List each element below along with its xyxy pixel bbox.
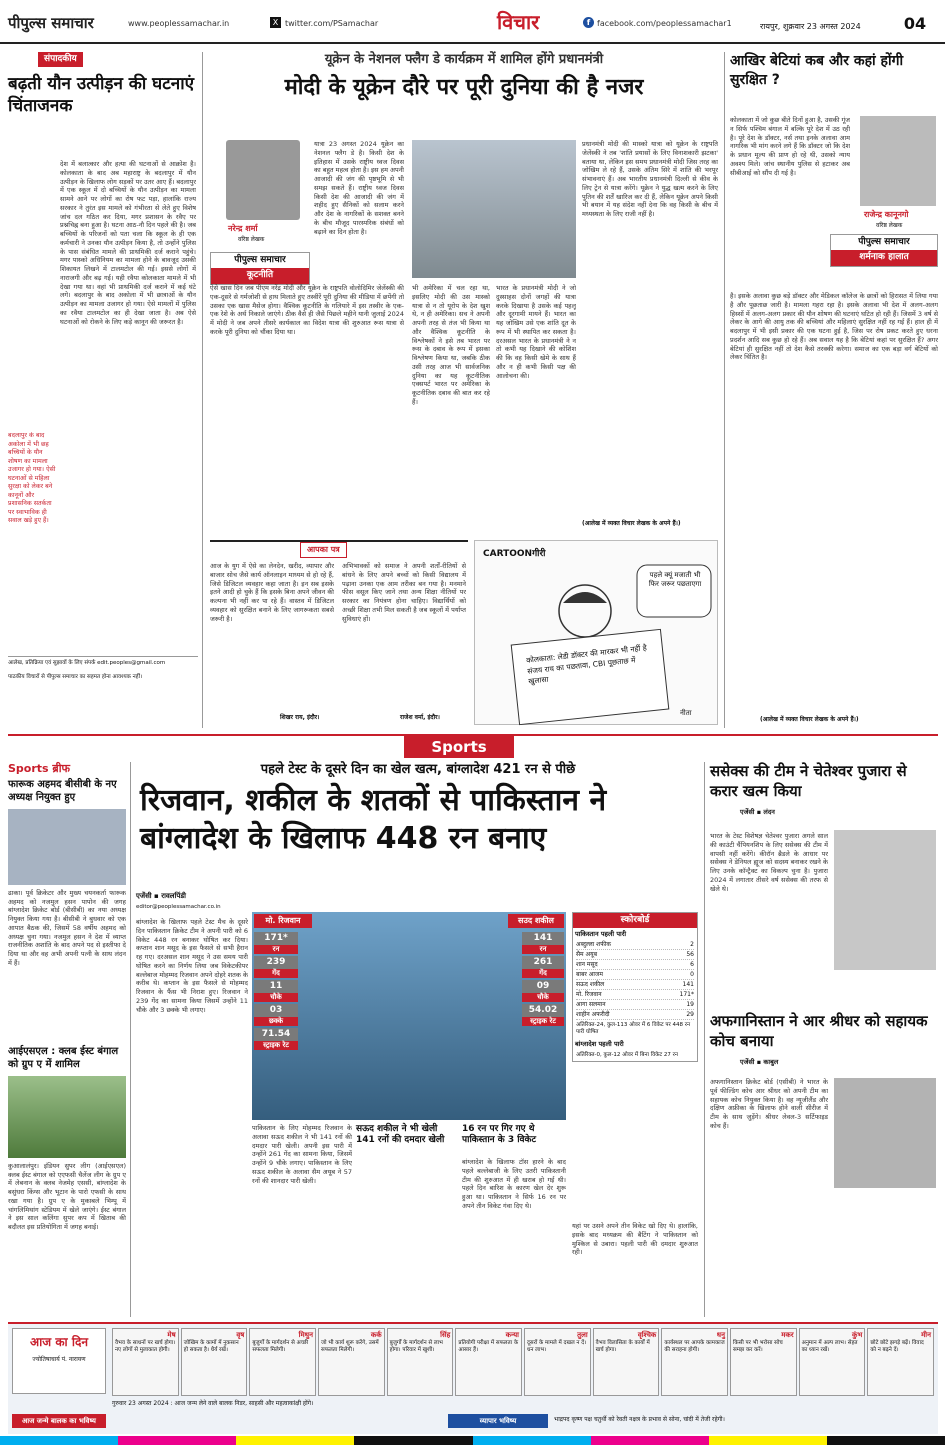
- rashi-grid: [112, 1328, 934, 1396]
- badge-label: कूटनीति: [211, 268, 309, 283]
- score-row: [576, 970, 694, 980]
- facebook-link[interactable]: facebook.com/peoplessamachar1: [597, 19, 732, 28]
- twitter-link[interactable]: twitter.com/PSamachar: [285, 19, 379, 28]
- player2-name: सउद शकील: [508, 914, 564, 928]
- lead-title: मोदी के यूक्रेन दौरे पर पूरी दुनिया की है नजर: [284, 75, 644, 101]
- astrologer: ज्योतिषाचार्य पं. नारायण: [32, 1356, 86, 1363]
- stat-value: 171*: [254, 932, 298, 945]
- stat-label: गेंद: [522, 969, 564, 978]
- trade-label: व्यापार भविष्य: [448, 1414, 548, 1428]
- match-photo: [252, 912, 566, 1120]
- lead-story: [208, 52, 720, 532]
- sridhar-photo: [834, 1078, 936, 1188]
- rashi-card: [387, 1328, 454, 1396]
- lead-col-1: यात्रा 23 अगस्त 2024 यूक्रेन का नेशनल फ्लैग डे है। किसी देश के इतिहास में उसके राष्ट्रीय ध्वज दिवस का बहुत महत्व होता है। इस हम अपनी आजादी की जंग की पृष्ठभूमि से भी समझ सकते हैं। राष्ट्रीय ध्वज दिवस किसी देश की आजादी की जंग में शहीद हुए सैनिकों को सलाम करने और देश के नागरिकों के सशक्त बनने के बीच मौजूद पारस्परिक संबंधों को बढ़ाने का दिन होता है।: [314, 140, 404, 236]
- sports-main: [136, 762, 700, 1317]
- opinion-author-photo: [860, 116, 936, 206]
- editorial-body: देश में बलात्कार और हत्या की घटनाओं से आक्रोश है। कोलकाता के बाद अब महाराष्ट्र के बदलापुर में यौन उत्पीड़न के खिलाफ लोग सड़कों पर उतर आए हैं। बदलापुर में एक स्कूल में दो बच्चियों के यौन उत्पीड़न का मामला सामने आने पर लोगों का रोष फट पड़ा, हालांकि राज्य सरकार ने तुरंत इस मामले को गंभीरता से लेते हुए विशेष जांच दल गठित कर दिया, मगर प्रशासन के रवैए पर प्रश्नचिह्न बना हुआ है। घटना आठ-नौ दिन पहले की है। जब बच्चियों के परिजनों को पता चला कि स्कूल के ही एक कर्मचारी ने उनका यौन उत्पीड़न किया है, तो उन्होंने पुलिस के पास संबंधित मामले की प्राथमिकी दर्ज कराने पहुंचे। मगर पास्को अधिनियम का मामला होने के बावजूद उसकी शिकायत लिखने में टालमटोल की गई। इससे लोगों में नाराजगी और बढ़ गई। यही रवैया कोलकाता मामले में भी देखा गया था। वहां भी प्राथमिकी दर्ज कराने में कई घंटे लगे। बदलापुर के बाद अकोला में भी छात्राओं के यौन उत्पीड़न का मामला उजागर हो गया। ऐसे मामलों में पुलिस का रवैया टालमटोल का ही देखा जाता है। अब ऐसे घटनाओं को रोकने के लिए कड़े कानून की जरूरत है।: [60, 160, 196, 326]
- scorecard-rows: [573, 940, 697, 1020]
- opinion-title: आखिर बेटियां कब और कहां होंगी सुरक्षित ?: [730, 53, 904, 88]
- badge-logo: पीपुल्स समाचार: [234, 255, 286, 265]
- batsman-runs: 0: [690, 971, 694, 979]
- editorial: [8, 52, 198, 722]
- score-row: [576, 1000, 694, 1010]
- rashi-name: तुला: [577, 1331, 588, 1339]
- score-row: [576, 980, 694, 990]
- rashi-name: मिथुन: [298, 1331, 313, 1339]
- rashi-name: मेष: [167, 1331, 176, 1339]
- stat-label: रन: [254, 945, 298, 954]
- rashi-name: कुंभ: [852, 1331, 863, 1339]
- afghan-body: अफगानिस्तान क्रिकेट बोर्ड (एसीबी) ने भारत के पूर्व फील्डिंग कोच आर श्रीधर को अपनी टीम का सहायक कोच नियुक्त किया है। वह न्यूजीलैंड और दक्षिण अफ्रीका के खिलाफ होने वाली सीरीज में टीम के साथ जुड़ेंगे। श्रीधर लेवल-3 सर्टिफाइड कोच हैं।: [710, 1078, 828, 1130]
- rashi-card: [661, 1328, 728, 1396]
- rashi-text: किसी पर भी भरोसा सोच समझ कर करें।: [732, 1339, 783, 1353]
- sports-title: रिजवान, शकील के शतकों से पाकिस्तान ने बांग्लादेश के खिलाफ 448 रन बनाए: [140, 783, 607, 856]
- column-badge: [210, 252, 310, 285]
- brief-body: ढाका। पूर्व क्रिकेटर और मुख्य चयनकर्ता फारूक अहमद को नजमुल हसन पापोन की जगह बांग्लादेश क्रिकेट बोर्ड (बीसीबी) का नया अध्यक्ष नियुक्त किया गया है। बीसीबी ने बुधवार को एक आपात बैठक की, जिसमें 58 वर्षीय अहमद को अध्यक्ष चुना गया। नजमुल हसन ने देश में व्याप्त राजनीतिक अशांति के बाद अपने पद से इस्तीफा दे दिया था और वह अभी अपनी पत्नी के साथ लंदन में हैं।: [8, 888, 126, 967]
- color-strip: [0, 1436, 945, 1445]
- letter-2: अभिभावकों को समाज ने अपनी शर्तों-रीतियों से बांधने के लिए अपने बच्चों को किसी विद्यालय में पढ़ाना उनका एक आम तरीका बन गया है। मनमाने फीस वसूल किए जाने तथा अन्य शिक्षा नीतियों पर सरकार का नियंत्रण होना चाहिए। विद्यार्थियों को अच्छी शिक्षा तभी मिल सकती है जब स्कूलों में पर्याप्त सुविधाएं हों।: [342, 562, 466, 623]
- scorecard-head: पाकिस्तान पहली पारी: [575, 930, 627, 939]
- divider: [130, 762, 131, 1317]
- batsman-name: मो. रिजवान: [576, 991, 602, 999]
- page-number: 04: [903, 14, 927, 33]
- rashi-card: [112, 1328, 179, 1396]
- stat-value: 239: [254, 956, 298, 969]
- rashi-name: वृष: [236, 1331, 245, 1339]
- editorial-title: बढ़ती यौन उत्पीड़न की घटनाएं चिंताजनक: [8, 74, 195, 117]
- scorecard-extras-2: अतिरिक्त-0, कुल-12 ओवर में बिना विकेट 27 रन: [576, 1052, 678, 1059]
- stat-label: चौके: [254, 993, 298, 1002]
- rashi-text: छोटे छोटे झगड़े बढ़ें। विवाद को न बढ़ने दें।: [870, 1339, 924, 1353]
- stat-label: रन: [522, 945, 564, 954]
- sports-col-4: यहां पर उसने अपने तीन विकेट खो दिए थे। हालांकि, इसके बाद मध्यक्रम की बैटिंग ने पाकिस्तान को मुश्किल से उबारा। पहली पारी की दमदार शुरुआत रही।: [572, 1222, 698, 1257]
- birth-note: गुरुवार 23 अगस्त 2024 : आज जन्म लेने वाले बालक निडर, साहसी और महत्वाकांक्षी होंगे।: [112, 1400, 314, 1407]
- batsman-runs: 56: [686, 951, 694, 959]
- stat-label: गेंद: [254, 969, 298, 978]
- afghan-dateline: एजेंसी ▪ काबुल: [740, 1058, 779, 1066]
- opinion-author-name: राजेन्द्र कानूनगो: [864, 210, 909, 219]
- rashi-card: [799, 1328, 866, 1396]
- opinion-badge: [830, 234, 938, 267]
- pujara-photo: [834, 830, 936, 970]
- score-row: [576, 940, 694, 950]
- stat-value: 03: [254, 1004, 298, 1017]
- rashi-card: [318, 1328, 385, 1396]
- rashi-card: [593, 1328, 660, 1396]
- author-photo: [226, 140, 300, 220]
- lead-col-4: भारत के प्रधानमंत्री मोदी ने जो दुस्साहस दोनों जगहों की यात्रा करके दिखाया है उसके कई पहलू और दूरगामी मायने हैं। भारत का यह जोखिम उसे एक शांति दूत के रूप में भी स्थापित कर सकता है। दरअसल भारत के प्रधानमंत्री ने न तो कभी यह दिखाने की कोशिश की कि वह किसी खेमे के साथ हैं और न ही कभी किसी पक्ष की आलोचना की।: [496, 284, 576, 380]
- lead-col-3: भी अमेरिका में चल रहा था, इसलिए मोदी की उस मास्को यात्रा से न तो यूरोप के देश खुश थे, न ही अमेरिका। सच ने अपनी अपनी तरह से तंज भी किया था और वैश्विक कूटनीति के विश्लेषकों ने इसे तब भारत पर रूस के दबाव के रूप में इसका विश्लेषण किया था, जबकि ठीक उसी तरह आज भी सार्वजनिक दुनिया का यह कूटनीतिक एक्सपर्ट भारत पर अमेरिका के कूटनीतिक दबाव की बात कर रहे हैं।: [412, 284, 490, 406]
- rashi-text: कार्यस्थल पर आपके कामकाज की सराहना होगी।: [664, 1339, 725, 1353]
- rashi-card: [455, 1328, 522, 1396]
- horoscope-box: [12, 1328, 106, 1394]
- batsman-name: आगा सलमान: [576, 1001, 606, 1009]
- rashi-text: जोखिम के कामों में नुकसान हो सकता है। धैर्य रखें।: [183, 1339, 239, 1353]
- batsman-name: सैम अयूब: [576, 951, 598, 959]
- rashi-name: धनु: [716, 1331, 725, 1339]
- rashi-text: प्रतियोगी परीक्षा में सफलता के आसार हैं।: [458, 1339, 519, 1353]
- cartoon: [474, 540, 718, 725]
- dateline: रायपुर, शुक्रवार 23 अगस्त 2024: [760, 22, 861, 31]
- batsman-runs: 141: [682, 981, 694, 989]
- isl-title: आईएसएल : क्लब ईस्ट बंगाल को ग्रुप ए में शामिल: [8, 1045, 119, 1071]
- stat-label: छक्के: [254, 1017, 298, 1026]
- isl-body: कुआलालंपुर। इंडियन सुपर लीग (आईएसएल) क्लब ईस्ट बंगाल को एएफसी चैलेंज लीग के ग्रुप ए में लेबनान के क्लब नेजमेह एससी, बांग्लादेश के बसुंधरा किंग्स और भूटान के पारो एफसी के साथ रखा गया है। ग्रुप ए के मुकाबले भिम्पू में चांगलिमिथांग स्टेडियम में खेले जाएंगे। ईस्ट बंगाल ने इस साल कलिंगा सुपर कप में खिताब की बदौलत इस प्रतियोगिता में जगह बनाई।: [8, 1161, 126, 1232]
- rashi-name: सिंह: [440, 1331, 451, 1339]
- rashi-name: मकर: [781, 1331, 794, 1339]
- letter-1: आज के युग में ऐसे का लेनदेन, खरीद, व्यापार और बाजार सोच जैसे कार्य ऑनलाइन माध्यम से हो रहे हैं, जिसे डिजिटल व्यवहार कहा जाता है। इन सब इसके इतने आदी हो चुके हैं कि इसके बिना अपने जीवन की कल्पना भी नहीं कर पा रहे हैं। वास्तव में डिजिटल व्यवहार को सुरक्षित बनाने के लिए जागरूकता सबसे जरूरी है।: [210, 562, 334, 623]
- lead-kicker: यूक्रेन के नेशनल फ्लैग डे कार्यक्रम में शामिल होंगे प्रधानमंत्री: [324, 52, 604, 67]
- divider: [704, 762, 705, 1317]
- sports-subhead-1: सऊद शकील ने भी खेली 141 रनों की दमदार खेली: [356, 1124, 445, 1146]
- opinion-note: (आलेख में व्यक्त विचार लेखक के अपने हैं।): [760, 716, 859, 723]
- sports-kicker: पहले टेस्ट के दूसरे दिन का खेल खत्म, बांग्लादेश 421 रन से पीछे: [260, 762, 576, 777]
- sports-body: बांग्लादेश के खिलाफ पहले टेस्ट मैच के दूसरे दिन पाकिस्तान क्रिकेट टीम ने अपनी पारी को 6 विकेट 448 रन बनाकर घोषित कर दिया। कप्तान शान मसूद के इस फैसले से सभी हैरान रह गए। दरअसल शान मसूद ने उस समय पारी घोषित करने का निर्णय लिया जब विकेटकीपर बल्लेबाज मोहम्मद रिजवान अपने दोहरे शतक के करीब थे। कप्तान के इस फैसले से मोहम्मद रिजवान के फैंस भी निराश हुए। रिजवान ने 239 गेंद का सामना किया जिसमें उन्होंने 11 चौके और 3 छक्के भी लगाए।: [136, 918, 248, 1014]
- opinion-author-role: वरिष्ठ लेखक: [876, 222, 903, 229]
- score-row: [576, 960, 694, 970]
- rashi-name: कर्क: [370, 1331, 382, 1339]
- editorial-footer: आलेख, प्रतिक्रिया एवं सुझावों के लिए संपर्क edit.peoples@gmail.com: [8, 656, 198, 667]
- rashi-text: बुजुर्गों के मार्गदर्शन से अच्छी सफलता मिलेगी।: [252, 1339, 309, 1353]
- stat-value: 141: [522, 932, 564, 945]
- rashi-name: कन्या: [505, 1331, 519, 1339]
- sussex-body: भारत के टेस्ट विशेषज्ञ चेतेश्वर पुजारा अगले साल की काउंटी चैंपियनशिप के लिए ससेक्स की टीम में वापसी नहीं करेंगे। कीरॉन ब्रैडले के आधार पर ससेक्स ने डेनियल ह्यूज को सदस्य बनाकर रखने के लिए उनके कॉन्ट्रैक्ट का विकल्प चुना है। पुजारा 2024 में लगातार तीसरे वर्ष ससेक्स की तरफ से खेले थे।: [710, 832, 828, 893]
- stat-label: स्ट्राइक रेट: [254, 1041, 298, 1050]
- rashi-text: दूसरों के मामले में दखल न दें। धन लाभ।: [526, 1339, 587, 1353]
- batsman-name: अब्दुल्ला शफीक: [576, 941, 611, 949]
- divider: [202, 52, 203, 728]
- editorial-footer-note: पाठकीय विचारों से पीपुल्स समाचार का सहमत होना आवश्यक नहीं।: [8, 674, 143, 680]
- scorecard-head-2: बांग्लादेश पहली पारी: [575, 1040, 624, 1049]
- sports-subhead-2: 16 रन पर गिर गए थे पाकिस्तान के 3 विकेट: [462, 1124, 537, 1146]
- rashi-name: मीन: [921, 1331, 931, 1339]
- sports-dateline: एजेंसी ▪ रावलपिंडी: [136, 892, 186, 900]
- batsman-name: शान मसूद: [576, 961, 598, 969]
- opinion: [730, 52, 938, 728]
- scorecard-extras: अतिरिक्त-24, कुल-113 ओवर में 6 विकेट पर 448 रन पारी घोषित: [576, 1022, 691, 1036]
- stat-value: 71.54: [254, 1028, 298, 1041]
- brief-title: फारूक अहमद बीसीबी के नए अध्यक्ष नियुक्त हुए: [8, 778, 117, 804]
- stat-label: चौके: [522, 993, 564, 1002]
- opinion-col-2: है। इसके अलावा कुछ बड़े डॉक्टर और मेडिकल कॉलेज के छात्रों को हिरासत में लिया गया है और पूछताछ जारी है। मामला गहरा रहा है। इसके अलावा भी देश में अलग-अलग हिस्सों में अलग-अलग प्रकार की यौन शोषण की घटनाएं घटित हो रही हैं। जिसमें 3 वर्ष से लेकर के आगे की आयु तक की बच्चियां और महिलाएं सुरक्षित नहीं रह गई हैं। हाल ही में बदलापुर में भी इसी प्रकार की एक घटना हुई है, जिस पर रोष प्रकट करते हुए धरना प्रदर्शन आदि सब कुछ हो रहे हैं। अब सवाल यह है कि बेटियां कहां पर सुरक्षित हैं? अगर बेटियां ही सुरक्षित नहीं तो देश कैसे तरक्की करेगा। समाज का एक बड़ा वर्ग बेटियों को लेकर चिंतित है।: [730, 292, 938, 362]
- rashi-text: अनुमान में अल्प लाभ। सेहत का ध्यान रखें।: [801, 1339, 858, 1353]
- editorial-pullquote: बदलापुर के बाद अकोला में भी छह बच्चियों के यौन शोषण का मामला उजागर हो गया। ऐसी घटनाओं से महिला सुरक्षा को लेकर बने कानूनों और प्रशासनिक सतर्कता पर स्वाभाविक ही सवाल खड़े हुए हैं।: [8, 432, 56, 524]
- batsman-name: बाबर आजम: [576, 971, 603, 979]
- sports-section-bar: Sports: [404, 736, 514, 758]
- rashi-text: वैभव विलासिता के कार्यों में खर्च होगा।: [595, 1339, 650, 1353]
- horoscope-title: आज का दिन: [30, 1335, 88, 1349]
- logo: पीपुल्स समाचार: [8, 14, 94, 32]
- letters: [210, 540, 468, 725]
- twitter-icon: X: [270, 17, 281, 28]
- sports-email: editor@peoplessamachar.co.in: [136, 904, 221, 910]
- stat-value: 261: [522, 956, 564, 969]
- sports-brief: [8, 762, 126, 1317]
- player2-stats: [522, 930, 564, 1026]
- sports-col-3: बांग्लादेश के खिलाफ टॉस हारने के बाद पहले बल्लेबाजी के लिए उतरी पाकिस्तानी टीम की शुरुआत में ही खराब हो गई थी। पहले दिन बारिश के कारण खेल देर शुरू हुआ था। पाकिस्तान ने सिर्फ 16 रन पर अपने तीन विकेट गंवा दिए थे।: [462, 1158, 566, 1210]
- rashi-card: [730, 1328, 797, 1396]
- sussex-dateline: एजेंसी ▪ लंदन: [740, 808, 775, 816]
- cartoon-drawing: [475, 541, 719, 726]
- sports-col-2: पाकिस्तान के लिए मोहम्मद रिजवान के अलावा सऊद शकील ने भी 141 रनों की दमदार पारी खेली। अपनी इस पारी में उन्होंने 261 गेंद का सामना किया, जिसमें उन्होंने 9 चौके लगाए। पाकिस्तान के लिए सऊद शकील के अलावा सैम अयूब ने 57 रनों की शानदार पारी खेली।: [252, 1124, 352, 1185]
- batsman-runs: 29: [686, 1011, 694, 1019]
- section-title: विचार: [497, 10, 540, 34]
- letter-1-by: शिखर राय, इंदौर।: [280, 714, 320, 721]
- sussex-title: ससेक्स की टीम ने चेतेश्वर पुजारा से करार खत्म किया: [710, 762, 907, 800]
- brief-photo: [8, 809, 126, 885]
- rashi-card: [867, 1328, 934, 1396]
- batsman-runs: 171*: [679, 991, 694, 999]
- rashi-card: [181, 1328, 248, 1396]
- lead-col-5: प्रधानमंत्री मोदी की मास्को यात्रा को यूक्रेन के राष्ट्रपति जेलेंस्की ने तब 'शांति प्रयासों के लिए विनाशकारी झटका' बताया था, लेकिन इस समय प्रधानमंत्री मोदी जिस तरह का जोखिम ले रहे हैं, उसके अंतिम सिरे में शांति की भरपूर संभावनाएं हैं। अब भारतीय प्रधानमंत्री दिल्ली से कीव के लिए ट्रेन से यात्रा करेंगे। यूक्रेन ने युद्ध खत्म करने के लिए पुतिन की शर्तें खारिज कर दी हैं, लेकिन यूक्रेन अपने किसी भी बयान में यह संदेश नहीं देना कि वह किसी के बीच में मध्यस्थता के लिए राजी नहीं है।: [582, 140, 718, 219]
- author-role: वरिष्ठ लेखक: [238, 236, 265, 243]
- brief-label: Sports ब्रीफ: [8, 762, 71, 775]
- scorecard: [572, 912, 698, 1062]
- rashi-text: जो भी कार्य शुरू करेंगे, उसमें सफलता मिलेगी।: [320, 1339, 379, 1353]
- trade-text: भाद्रपद कृष्ण पक्ष चतुर्थी को रेवती नक्षत्र के प्रभाव से सोना, चांदी में तेजी रहेगी।: [554, 1416, 725, 1423]
- lead-note: (आलेख में व्यक्त विचार लेखक के अपने हैं।): [582, 520, 681, 527]
- birth-label: आज जन्मे बालक का भविष्य: [12, 1414, 106, 1428]
- lead-photo: [412, 140, 576, 278]
- batsman-runs: 2: [690, 941, 694, 949]
- opinion-badge-logo: पीपुल्स समाचार: [858, 237, 910, 247]
- isl-photo: [8, 1076, 126, 1158]
- afghan-title: अफगानिस्तान ने आर श्रीधर को सहायक कोच बनाया: [710, 1012, 928, 1050]
- scorecard-title: स्कोरबोर्ड: [573, 913, 697, 928]
- cartoon-bubble: पहले क्यूं मजाती भी फिर जरूर पछताएगा: [648, 571, 702, 589]
- horoscope: [8, 1322, 938, 1434]
- editorial-tag: संपादकीय: [38, 52, 83, 67]
- letters-title: आपका पत्र: [300, 542, 347, 558]
- stat-value: 09: [522, 980, 564, 993]
- cartoon-label: CARTOONगीरी: [483, 549, 546, 559]
- score-row: [576, 990, 694, 1000]
- score-row: [576, 1010, 694, 1020]
- facebook-icon: f: [583, 17, 594, 28]
- rashi-card: [524, 1328, 591, 1396]
- stat-label: स्ट्राइक रेट: [522, 1017, 564, 1026]
- divider: [724, 52, 725, 728]
- batsman-name: शाहीन अफरीदी: [576, 1011, 610, 1019]
- website-link[interactable]: www.peoplessamachar.in: [128, 19, 230, 28]
- batsman-runs: 19: [686, 1001, 694, 1009]
- rashi-card: [249, 1328, 316, 1396]
- letter-2-by: राजेश वर्मा, इंदौर।: [400, 714, 440, 721]
- opinion-col-1: कोलकाता में जो कुछ बीते दिनों हुआ है, उसकी गूंज न सिर्फ पश्चिम बंगाल में बल्कि पूरे देश में उठ रही है। पूरे देश के डॉक्टर, नर्स तथा इनके अलावा आम नागरिक भी मांग करने लगे हैं कि डॉक्टर जो कि देश के प्रधान मूल्य की प्राण हो रहे थी, उसको न्याय अवश्य मिले। जांच स्थानीय पुलिस से हटाकर अब सीबीआई को सौंप दी गई है।: [730, 116, 850, 177]
- masthead: [0, 0, 945, 44]
- cartoon-sign: कोलकाता: लेडी डॉक्टर की मारकर भी नहीं है संजय राय का पछतावा, CBI पूछताछ में खुलासा: [525, 643, 648, 686]
- player1-stats: [254, 930, 298, 1050]
- sports-right: [710, 762, 938, 1317]
- batsman-name: सऊद शकील: [576, 981, 605, 989]
- stat-value: 54.02: [522, 1004, 564, 1017]
- batsman-runs: 6: [690, 961, 694, 969]
- cartoon-artist: नीता: [680, 709, 692, 717]
- score-row: [576, 950, 694, 960]
- rashi-name: वृश्चिक: [637, 1331, 657, 1339]
- stat-value: 11: [254, 980, 298, 993]
- rashi-text: बुजुर्गों के मार्गदर्शन से लाभ होगा। परिवार में खुशी।: [389, 1339, 443, 1353]
- opinion-badge-label: शर्मनाक हालात: [831, 250, 937, 265]
- rashi-text: वैभव के साधनों पर खर्च होगा। नए लोगों से मुलाकात होगी।: [115, 1339, 176, 1353]
- lead-col-2: ऐसे खास दिन जब पीएम नरेंद्र मोदी और यूक्रेन के राष्ट्रपति वोलोदिमिर जेलेंस्की की एक-दूसरे से गर्मजोशी से हाथ मिलाते हुए तस्वीरें पूरी दुनिया की मीडिया में छपेंगी तो उसका एक खास मैसेज होगा। वैश्विक कूटनीति के गलियारे में इस तस्वीर के एक-एक रेशे के अर्थ निकाले जाएंगे। ठीक वैसे ही जैसे पिछले महीने यानी जुलाई 2024 में मोदी ने जब अपने तीसरे कार्यकाल का विदेश यात्रा की शुरुआत रूस यात्रा से करके पूरी दुनिया को चौंका दिया था।: [210, 284, 404, 336]
- player1-name: मो. रिजवान: [254, 914, 312, 928]
- author-name: नरेन्द्र शर्मा: [228, 224, 258, 233]
